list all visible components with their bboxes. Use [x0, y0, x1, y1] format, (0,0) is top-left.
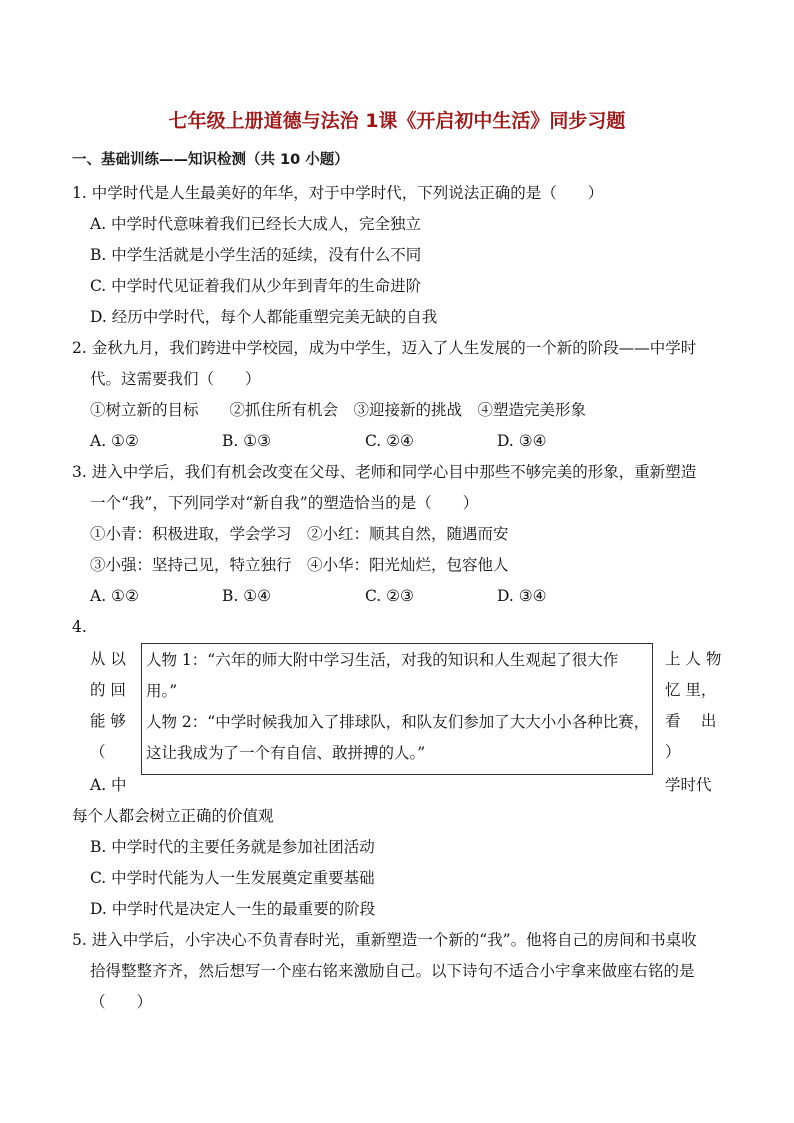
question-1-option-d: D. 经历中学时代，每个人都能重塑完美无缺的自我 — [90, 308, 438, 326]
quote-line: 这让我成为了一个有自信、敢拼搏的人。” — [146, 744, 426, 762]
question-2-stem-line2: 代。这需要我们（ ） — [90, 370, 261, 388]
question-2-option-d: D. ③④ — [497, 432, 547, 450]
question-3-option-d: D. ③④ — [497, 587, 547, 605]
question-3-stem-line2: 一个“我”，下列同学对“新自我”的塑造恰当的是（ ） — [90, 494, 479, 512]
question-2-option-c: C. ②④ — [365, 432, 414, 450]
question-5-stem-line1: 5. 进入中学后，小宇决心不负青春时光，重新塑造一个新的“我”。他将自己的房间和书桌收 — [72, 931, 697, 949]
question-5-stem-line3: （ ） — [90, 993, 153, 1011]
question-4-right-text: 看 出 — [665, 712, 717, 730]
question-4-left-text: 从 以 — [90, 650, 126, 668]
question-4-option-a-end: 学时代 — [665, 776, 712, 794]
quote-line: 人物 1：“六年的师大附中学习生活，对我的知识和人生观起了很大作 — [146, 651, 619, 669]
question-4-option-d: D. 中学时代是决定人一生的最重要的阶段 — [90, 900, 376, 918]
question-1-stem: 1. 中学时代是人生最美好的年华，对于中学时代，下列说法正确的是（ ） — [72, 184, 604, 202]
question-3-items-line1: ①小青：积极进取，学会学习 ②小红：顺其自然，随遇而安 — [90, 525, 509, 543]
question-3-option-b: B. ①④ — [222, 587, 272, 605]
question-4-right-text: ） — [665, 743, 681, 761]
question-3-items-line2: ③小强：坚持己见，特立独行 ④小华：阳光灿烂，包容他人 — [90, 556, 509, 574]
question-4-left-text: 的 回 — [90, 681, 126, 699]
question-5-stem-line2: 拾得整整齐齐，然后想写一个座右铭来激励自己。以下诗句不适合小宇拿来做座右铭的是 — [90, 962, 695, 980]
question-3-option-c: C. ②③ — [365, 587, 414, 605]
question-2-option-a: A. ①② — [90, 432, 139, 450]
quote-line: 用。” — [146, 682, 178, 700]
question-1-option-b: B. 中学生活就是小学生活的延续，没有什么不同 — [90, 246, 422, 264]
question-2-option-b: B. ①③ — [222, 432, 272, 450]
question-4-right-text: 忆 里， — [665, 681, 717, 699]
question-1-option-c: C. 中学时代见证着我们从少年到青年的生命进阶 — [90, 277, 422, 295]
question-3-stem-line1: 3. 进入中学后，我们有机会改变在父母、老师和同学心目中那些不够完美的形象，重新塑造 — [72, 463, 697, 481]
question-4-option-b: B. 中学时代的主要任务就是参加社团活动 — [90, 838, 375, 856]
question-4-option-a-start: A. 中 — [90, 776, 127, 794]
question-2-items: ①树立新的目标 ②抓住所有机会 ③迎接新的挑战 ④塑造完美形象 — [90, 401, 587, 419]
question-4-right-text: 上 人 物 — [665, 650, 722, 668]
question-4-left-text: （ — [90, 743, 106, 761]
question-4-number: 4. — [72, 618, 87, 636]
question-4-left-text: 能 够 — [90, 712, 126, 730]
question-2-stem-line1: 2. 金秋九月，我们跨进中学校园，成为中学生，迈入了人生发展的一个新的阶段——中学时 — [72, 339, 697, 357]
section-heading: 一、基础训练——知识检测（共 10 小题） — [72, 152, 349, 168]
quote-box — [141, 643, 653, 775]
question-1-option-a: A. 中学时代意味着我们已经长大成人，完全独立 — [90, 215, 422, 233]
quote-line: 人物 2：“中学时候我加入了排球队，和队友们参加了大大小小各种比赛， — [146, 713, 650, 731]
question-4-option-a-continued: 每个人都会树立正确的价值观 — [72, 807, 274, 825]
page-title: 七年级上册道德与法治 1课《开启初中生活》同步习题 — [168, 110, 626, 132]
question-4-option-c: C. 中学时代能为人一生发展奠定重要基础 — [90, 869, 375, 887]
question-3-option-a: A. ①② — [90, 587, 139, 605]
